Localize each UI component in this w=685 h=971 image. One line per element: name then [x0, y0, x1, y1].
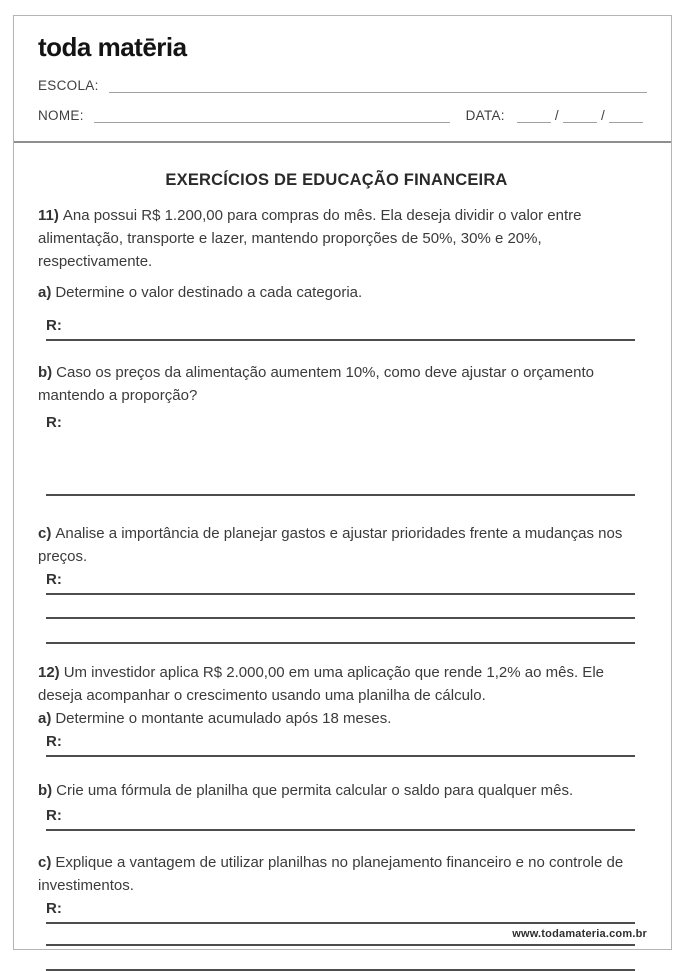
answer-line-11c	[46, 568, 635, 595]
date-separator: /	[554, 108, 559, 123]
school-label: ESCOLA:	[38, 78, 99, 93]
date-label: DATA:	[465, 108, 505, 123]
answer-label: R:	[46, 317, 62, 334]
question-stem: Ana possui R$ 1.200,00 para compras do mês. Ela deseja dividir o valor entre alimentação, transporte e lazer, mantendo proporções de 50%, 30% e 20%, respectivamente.	[38, 207, 582, 270]
brand-logo: toda matēria	[38, 32, 187, 62]
question-12c-text	[38, 851, 635, 897]
item-text: Determine o montante acumulado após 18 meses.	[55, 710, 392, 727]
answer-line-12c	[46, 897, 635, 924]
answer-label: R:	[46, 733, 62, 750]
item-text: Analise a importância de planejar gastos e ajustar prioridades frente a mudanças nos preços.	[38, 525, 623, 565]
item-text: Explique a vantagem de utilizar planilhas no planejamento financeiro e no controle de investimentos.	[38, 854, 624, 894]
page-title: EXERCÍCIOS DE EDUCAÇÃO FINANCEIRA	[165, 171, 508, 189]
item-label: c)	[38, 525, 52, 542]
item-text: Determine o valor destinado a cada categoria.	[55, 284, 363, 301]
question-stem: Um investidor aplica R$ 2.000,00 em uma aplicação que rende 1,2% ao mês. Ele deseja acompanhar o crescimento usando uma planilha de cálculo.	[38, 664, 604, 704]
question-11-text	[38, 204, 635, 273]
date-month-blank	[563, 109, 597, 123]
answer-label: R:	[46, 900, 62, 917]
answer-line-12b	[46, 804, 635, 831]
item-label: c)	[38, 854, 52, 871]
name-fill-line	[94, 109, 450, 123]
question-11c-text	[38, 522, 635, 568]
answer-label: R:	[46, 571, 62, 588]
worksheet-body	[14, 143, 671, 971]
item-label: b)	[38, 782, 53, 799]
item-text: Crie uma fórmula de planilha que permita calcular o saldo para qualquer mês.	[56, 782, 574, 799]
answer-line-extra	[46, 944, 635, 946]
question-12-text	[38, 661, 635, 707]
answer-label: R:	[46, 807, 62, 824]
question-number: 12)	[38, 664, 60, 681]
school-fill-line	[109, 79, 647, 93]
item-label: a)	[38, 710, 52, 727]
item-label: a)	[38, 284, 52, 301]
item-label: b)	[38, 364, 53, 381]
website-url: www.todamateria.com.br	[512, 928, 647, 940]
name-date-row	[38, 108, 647, 123]
answer-line-12a	[46, 730, 635, 757]
date-year-blank	[609, 109, 643, 123]
answer-line-11a	[46, 314, 635, 341]
name-label: NOME:	[38, 108, 84, 123]
answer-label-11b	[46, 411, 635, 436]
item-text: Caso os preços da alimentação aumentem 10%, como deve ajustar o orçamento mantendo a proporção?	[38, 364, 594, 404]
date-day-blank	[517, 109, 551, 123]
answer-label: R:	[46, 414, 62, 431]
answer-line-extra	[46, 617, 635, 619]
answer-line-11b	[46, 494, 635, 496]
question-number: 11)	[38, 207, 59, 224]
school-row	[38, 78, 647, 93]
question-11b-text	[38, 361, 635, 407]
date-group	[466, 108, 647, 123]
question-12b-text	[38, 779, 635, 802]
question-12a-text	[38, 707, 635, 730]
worksheet-page	[13, 15, 672, 950]
answer-line-extra	[46, 642, 635, 644]
question-11a-text	[38, 281, 635, 304]
date-separator: /	[600, 108, 605, 123]
worksheet-header	[14, 16, 671, 143]
